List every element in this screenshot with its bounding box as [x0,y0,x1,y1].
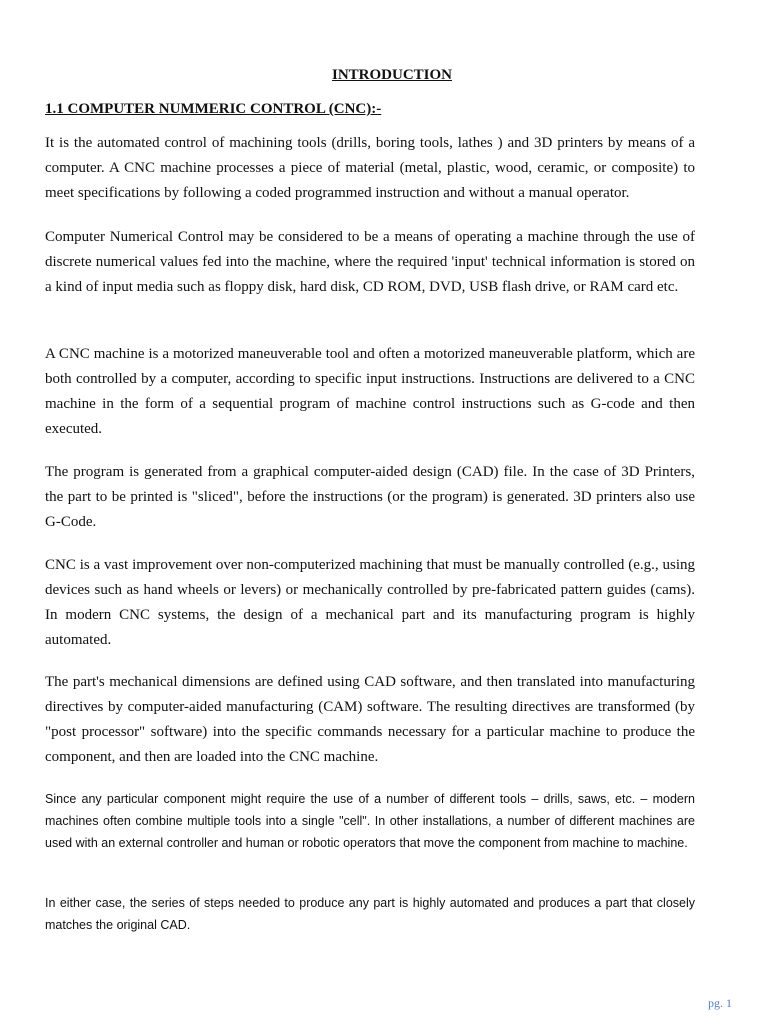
page-title: INTRODUCTION [331,67,452,83]
paragraph-7: Since any particular component might require the use of a number of different tools – drills, saws, etc. – modern machines often combine multiple tools into a single "cell". In other installations, a number of different machines are used with an external controller and human or robotic operators that move the component from machine to machine. [45,792,695,850]
paragraph-3: A CNC machine is a motorized maneuverable tool and often a motorized maneuverable platform, which are both controlled by a computer, according to specific input instructions. Instructions are delivered to a CNC machine in the form of a sequential program of machine control instructions such as G-code and then executed. [45,346,695,437]
page-number: pg. 1 [708,996,732,1010]
paragraph-4: The program is generated from a graphical computer-aided design (CAD) file. In the case of 3D Printers, the part to be printed is "sliced", before the instructions (or the program) is generated. 3D printers also use G-Code. [45,464,695,530]
paragraph-8: In either case, the series of steps needed to produce any part is highly automated and produces a part that closely matches the original CAD. [45,896,695,932]
paragraph-2: Computer Numerical Control may be considered to be a means of operating a machine through the use of discrete numerical values fed into the machine, where the required 'input' technical information is stored on a kind of input media such as floppy disk, hard disk, CD ROM, DVD, USB flash drive, or RAM card etc. [45,229,695,295]
section-heading: 1.1 COMPUTER NUMMERIC CONTROL (CNC):- [45,101,382,117]
paragraph-1: It is the automated control of machining tools (drills, boring tools, lathes ) and 3D printers by means of a computer. A CNC machine processes a piece of material (metal, plastic, wood, ceramic, or composite) to meet specifications by following a coded programmed instruction and without a manual operator. [45,135,695,201]
paragraph-5: CNC is a vast improvement over non-computerized machining that must be manually controlled (e.g., using devices such as hand wheels or levers) or mechanically controlled by pre-fabricated pattern guides (cams). In modern CNC systems, the design of a mechanical part and its manufacturing program is highly automated. [45,557,695,648]
paragraph-6: The part's mechanical dimensions are defined using CAD software, and then translated into manufacturing directives by computer-aided manufacturing (CAM) software. The resulting directives are transformed (by "post processor" software) into the specific commands necessary for a particular machine to produce the component, and then are loaded into the CNC machine. [45,674,695,765]
